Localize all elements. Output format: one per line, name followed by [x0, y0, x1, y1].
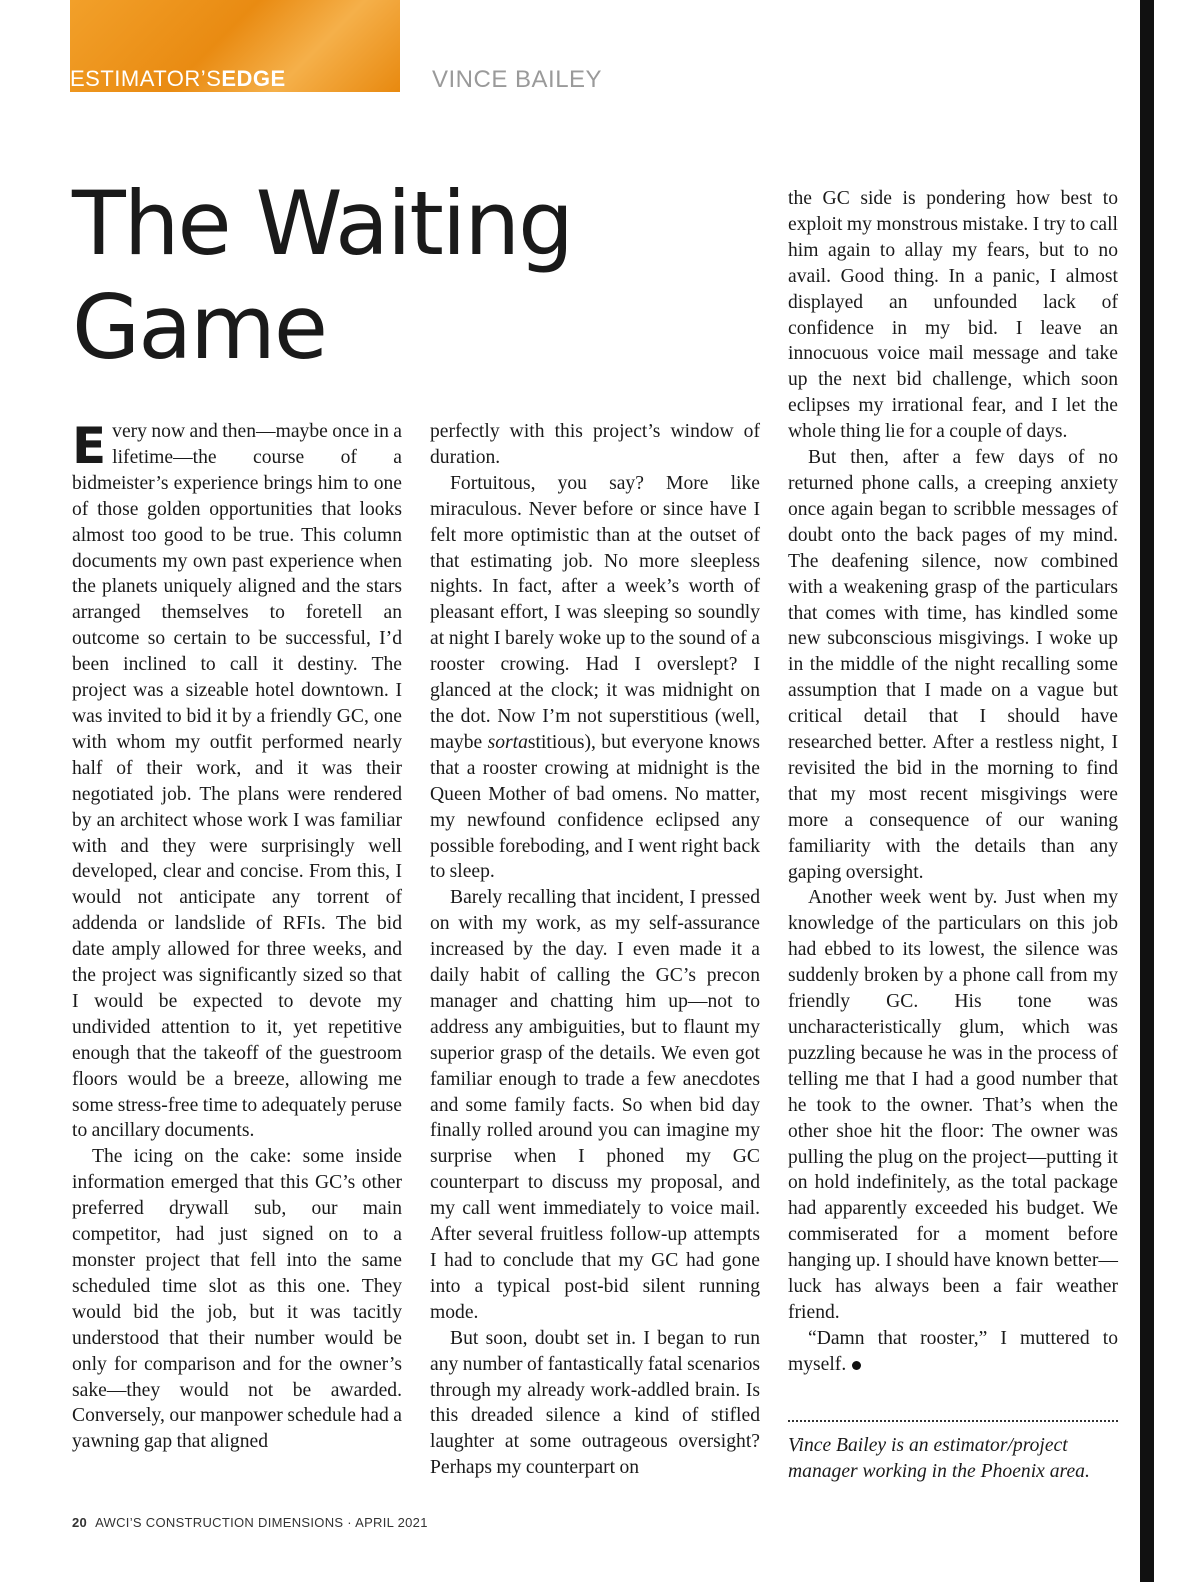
page-number: 20 — [72, 1515, 88, 1530]
text-column-2 — [430, 419, 760, 1481]
column-tag-light: ESTIMATOR’S — [70, 66, 222, 91]
paragraph-3-emphasis: sorta — [487, 731, 528, 753]
paragraph-1-text: very now and then—maybe once in a lifetime—the course of a bidmeister’s experience brings him to one of those golden opportunities that looks almost too good to be true. This column documents my own past experience when the planets uniquely aligned and the stars arranged themselves to foretell an outcome so certain to be successful, I’d been inclined to call it destiny. The project was a sizeable hotel downtown. I was invited to bid it by a friendly GC, one with whom my outfit performed nearly half of their work, and it was their negotiated job. The plans were rendered by an architect whose work I was familiar with and they were surprisingly well developed, clear and concise. From this, I would not anticipate any torrent of addenda or landslide of RFIs. The bid date amply allowed for three weeks, and the project was significantly sized so that I would be expected to devote my undivided attention to it, yet repetitive enough that the takeoff of the guestroom floors would be a breeze, allowing me some stress-free time to adequately peruse to ancillary documents. — [72, 421, 402, 1142]
title-line-1: The Waiting — [72, 172, 572, 275]
page-footer — [72, 1515, 428, 1530]
publication-line: AWCI’S CONSTRUCTION DIMENSIONS · APRIL 2021 — [95, 1515, 428, 1530]
paragraph-8-text: “Damn that rooster,” I muttered to myself. — [788, 1327, 1118, 1375]
paragraph-8 — [788, 1326, 1118, 1378]
title-line-2: Game — [72, 276, 326, 379]
author-header: VINCE BAILEY — [432, 66, 603, 93]
paragraph-3 — [430, 471, 760, 886]
paragraph-2-continued: perfectly with this project’s window of duration. — [430, 421, 760, 468]
paragraph-5-continued: the GC side is pondering how best to exploit my monstrous mistake. I try to call him again to allay my fears, but to no avail. Good thing. In a panic, I almost displayed an unfounded lack of confidence in my bid. I leave an innocuous voice mail message and take up the next bid challenge, which soon eclipses my irrational fear, and I let the whole thing lie for a couple of days. — [788, 188, 1118, 443]
paragraph-4: Barely recalling that incident, I pressed on with my work, as my self-assurance increased by the day. I even made it a daily habit of calling the GC’s precon manager and chatting him up—not to address any ambiguities, but to flaunt my superior grasp of the details. We even got familiar enough to trade a few anecdotes and some family facts. So when bid day finally rolled around you can imagine my surprise when I phoned my GC counterpart to discuss my proposal, and my call went immediately to voice mail. After several fruitless follow-up attempts I had to conclude that my GC had gone into a typical post-bid silent running mode. — [430, 887, 760, 1323]
paragraph-5: But soon, doubt set in. I began to run any number of fantastically fatal scenarios through my already work-addled brain. Is this dreaded silence a kind of stifled laughter at some outrageous oversight? Perhaps my counterpart on — [430, 1327, 760, 1479]
paragraph-2: The icing on the cake: some inside information emerged that this GC’s other preferred drywall sub, our main competitor, had just signed on to a monster project that fell into the same scheduled time slot as this one. They would bid the job, but it was tacitly understood that their number would be only for comparison and for the owner’s sake—they would not be awarded. Conversely, our manpower schedule had a yawning gap that aligned — [72, 1146, 402, 1453]
paragraph-1 — [72, 419, 402, 1144]
drop-cap: E — [72, 417, 107, 475]
text-column-1 — [72, 419, 402, 1455]
paragraph-7: Another week went by. Just when my knowledge of the particulars on this job had ebbed to its lowest, the silence was suddenly broken by a phone call from my friendly GC. His tone was uncharacteristically glum, which was puzzling because he was in the process of telling me that I had a good number that he took to the owner. That’s when the other shoe hit the floor: The owner was pulling the plug on the project—putting it on hold indefinitely, as the total package had apparently exceeded his budget. We commiserated for a moment before hanging up. I should have known better—luck has always been a fair weather friend. — [788, 887, 1118, 1323]
author-bio: Vince Bailey is an estimator/project manager working in the Phoenix area. — [788, 1435, 1090, 1482]
paragraph-3-end: stitious), but everyone knows that a rooster crowing at midnight is the Queen Mother of bad omens. No matter, my newfound confidence eclipsed any possible foreboding, and I went right back to sleep. — [430, 731, 760, 883]
article-title — [72, 172, 592, 380]
bio-divider — [788, 1420, 1118, 1422]
column-tag — [70, 66, 400, 92]
page-edge-bar — [1140, 0, 1154, 1582]
column-tag-bold: EDGE — [221, 66, 286, 91]
paragraph-3-start: Fortuitous, you say? More like miraculous. Never before or since have I felt more optimistic than at the outset of that estimating job. No more sleepless nights. In fact, after a week’s worth of pleasant effort, I was sleeping so soundly at night I barely woke up to the sound of a rooster crowing. Had I overslept? I glanced at the clock; it was midnight on the dot. Now I’m not superstitious (well, maybe — [430, 472, 760, 753]
paragraph-6: But then, after a few days of no returned phone calls, a creeping anxiety once again began to scribble messages of doubt onto the back pages of my mind. The deafening silence, now combined with a weakening grasp of the particulars that comes with time, has kindled some new subconscious misgivings. I woke up in the middle of the night recalling some assumption that I made on a vague but critical detail that I should have researched better. After a restless night, I revisited the bid in the morning to find that my most recent misgivings were more a consequence of our waning familiarity with the details than any gaping oversight. — [788, 447, 1118, 883]
text-column-3 — [788, 186, 1118, 1378]
end-of-article-bullet-icon — [852, 1361, 861, 1370]
